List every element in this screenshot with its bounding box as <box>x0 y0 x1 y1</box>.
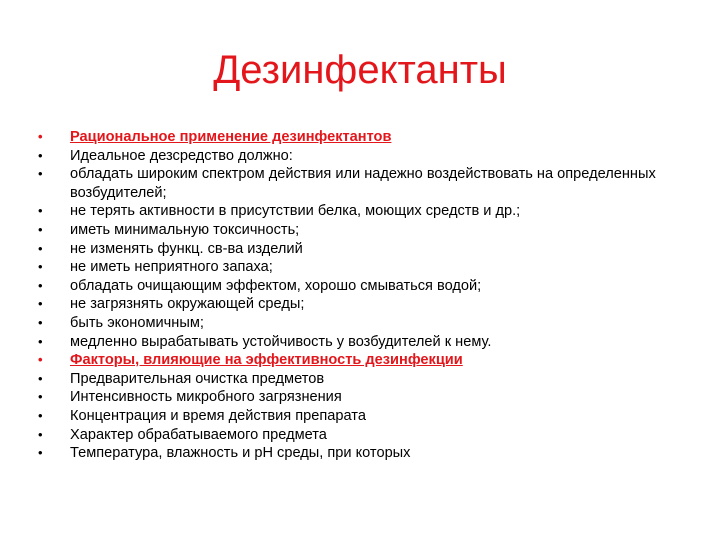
bullet-icon: • <box>38 203 43 219</box>
list-item <box>38 221 698 240</box>
list-item-text: не изменять функц. св-ва изделий <box>70 240 303 257</box>
list-item <box>38 426 698 445</box>
list-item-text: не терять активности в присутствии белка, моющих средств и др.; <box>70 203 521 220</box>
list-item <box>38 202 698 221</box>
list-item-text: Интенсивность микробного загрязнения <box>70 389 342 406</box>
list-item <box>38 370 698 389</box>
list-item-text: обладать широким спектром действия или надежно воздействовать на определенных возбудителей; <box>70 166 656 201</box>
list-item <box>38 314 698 333</box>
bullet-icon: • <box>38 221 43 237</box>
bullet-list <box>38 128 698 463</box>
bullet-icon: • <box>38 296 43 312</box>
bullet-icon: • <box>38 389 43 405</box>
list-item <box>38 258 698 277</box>
list-item <box>38 128 698 147</box>
list-item <box>38 240 698 259</box>
list-item-text: не загрязнять окружающей среды; <box>70 296 305 313</box>
list-item-text: Температура, влажность и рН среды, при которых <box>70 445 411 462</box>
bullet-icon: • <box>38 314 43 330</box>
list-item <box>38 295 698 314</box>
list-item-text: не иметь неприятного запаха; <box>70 259 273 276</box>
bullet-icon: • <box>38 259 43 275</box>
list-item-text: медленно вырабатывать устойчивость у возбудителей к нему. <box>70 333 492 350</box>
bullet-icon: • <box>38 277 43 293</box>
list-item <box>38 444 698 463</box>
list-item-text: Идеальное дезсредство должно: <box>70 147 293 164</box>
list-item <box>38 147 698 166</box>
bullet-icon: • <box>38 147 43 163</box>
list-item <box>38 165 698 202</box>
slide-title: Дезинфектанты <box>213 48 507 92</box>
bullet-icon: • <box>38 333 43 349</box>
bullet-icon: • <box>38 129 43 144</box>
list-item-text: обладать очищающим эффектом, хорошо смываться водой; <box>70 277 482 294</box>
list-item <box>38 277 698 296</box>
bullet-icon: • <box>38 166 43 182</box>
list-item-text: Факторы, влияющие на эффективность дезинфекции <box>70 352 463 369</box>
bullet-icon: • <box>38 445 43 461</box>
list-item-text: Характер обрабатываемого предмета <box>70 426 327 443</box>
bullet-icon: • <box>38 240 43 256</box>
list-item <box>38 388 698 407</box>
list-item-text: иметь минимальную токсичность; <box>70 221 300 238</box>
bullet-icon: • <box>38 407 43 423</box>
list-item-text: Концентрация и время действия препарата <box>70 407 366 424</box>
bullet-icon: • <box>38 352 43 368</box>
bullet-icon: • <box>38 426 43 442</box>
list-item <box>38 351 698 370</box>
bullet-icon: • <box>38 370 43 386</box>
list-item-text: Предварительная очистка предметов <box>70 370 325 387</box>
list-item <box>38 333 698 352</box>
list-item-text: быть экономичным; <box>70 314 204 331</box>
list-item-text: Рациональное применение дезинфектантов <box>70 129 392 145</box>
list-item <box>38 407 698 426</box>
